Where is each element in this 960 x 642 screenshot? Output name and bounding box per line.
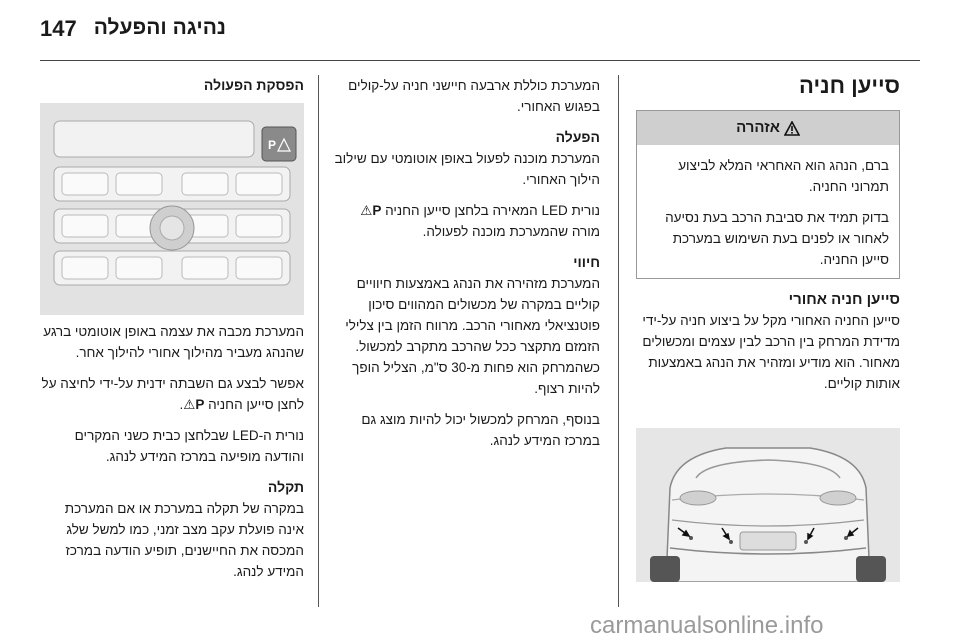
deactivation-text-3: נורית ה-LED שבלחצן כבית כשני המקרים והודעה מופיעה במרכז המידע לנהג. bbox=[74, 428, 304, 464]
warning-box bbox=[636, 110, 900, 279]
left-column-lower bbox=[40, 321, 304, 592]
activation-text-2 bbox=[330, 200, 600, 242]
svg-text:P: P bbox=[268, 138, 277, 152]
warning-body bbox=[637, 145, 899, 278]
indication-text-2: בנוסף, המרחק למכשול יכול להיות מוצג גם במרכז המידע לנהג. bbox=[361, 412, 600, 448]
activation-text-1: המערכת מוכנה לפעול באופן אוטומטי עם שילוב הילוך האחורי. bbox=[334, 151, 600, 187]
activation-text-2b: מורה שהמערכת מוכנה לפעולה. bbox=[422, 224, 600, 239]
deactivation-title: הפסקת הפעולה bbox=[203, 77, 304, 93]
middle-column bbox=[330, 75, 600, 461]
activation-text-2a: נורית LED המאירה בלחצן סייען החניה bbox=[385, 203, 600, 218]
indication-title: חיווי bbox=[573, 254, 600, 270]
warning-text-2: בדוק תמיד את סביבת הרכב בעת נסיעה לאחור או לפנים בעת השימוש במערכת סייען החניה. bbox=[665, 210, 889, 267]
page-number: 147 bbox=[40, 16, 77, 41]
column-divider-left bbox=[318, 75, 319, 607]
header-rule bbox=[40, 60, 920, 61]
rear-assist-text: סייען החניה האחורי מקל על ביצוע חניה על-ידי מדידת המרחק בין הרכב לבין עצמים ומכשולים מאחור. הוא מודיע ומזהיר את הנהג באמצעות אותות קוליים. bbox=[642, 313, 900, 391]
fault-title: תקלה bbox=[267, 479, 304, 495]
rear-assist-title: סייען חניה אחורי bbox=[788, 291, 900, 308]
warning-label: אזהרה bbox=[736, 119, 780, 136]
chapter-title: נהיגה והפעלה bbox=[93, 16, 226, 39]
control-panel-figure bbox=[40, 103, 304, 315]
warning-text-1: ברם, הנהג הוא האחראי המלא לביצוע תמרוני החניה. bbox=[678, 158, 889, 194]
fault-text: במקרה של תקלה במערכת או אם המערכת אינה פועלת עקב מצב זמני, כמו למשל שלג המכסה את החיישנים, תופיע הודעה במרכז המידע לנהג. bbox=[64, 501, 304, 579]
warning-header bbox=[637, 111, 899, 145]
activation-title: הפעלה bbox=[555, 129, 600, 145]
parking-sensor-icon: P⚠ bbox=[183, 397, 205, 412]
parking-sensor-icon: P⚠ bbox=[360, 203, 382, 218]
deactivation-text-2a: אפשר לבצע גם השבתה ידנית על-ידי לחיצה על לחצן סייען החניה bbox=[41, 376, 304, 412]
right-column bbox=[636, 75, 900, 404]
column-divider-right bbox=[618, 75, 619, 607]
car-rear-figure bbox=[636, 428, 900, 582]
intro-text: המערכת כוללת ארבעה חיישני חניה על-קולים בפגוש האחורי. bbox=[348, 78, 600, 114]
watermark: carmanualsonline.info bbox=[590, 612, 824, 639]
warning-triangle-icon bbox=[784, 121, 800, 136]
indication-text-1: המערכת מזהירה את הנהג באמצעות חיוויים קוליים במקרה של מכשולים המהווים סיכון פוטנציאלי מאחורי הרכב. מרווח הזמן בין צלילי הזמזם מתקצר ככל שהרכב מתקרב למכשול. כשהמרחק הוא פחות מ-30 ס"מ, הצליל הופך להיות רצוף. bbox=[345, 276, 600, 396]
section-title: סייען חניה bbox=[799, 73, 900, 98]
left-column bbox=[40, 75, 304, 96]
deactivation-text-2: אפשר לבצע גם השבתה ידנית על-ידי לחיצה על לחצן סייען החניה P⚠. bbox=[41, 376, 304, 412]
deactivation-text-1: המערכת מכבה את עצמה באופן אוטומטי ברגע שהנהג מעביר מהילוך אחורי להילוך אחר. bbox=[43, 324, 304, 360]
